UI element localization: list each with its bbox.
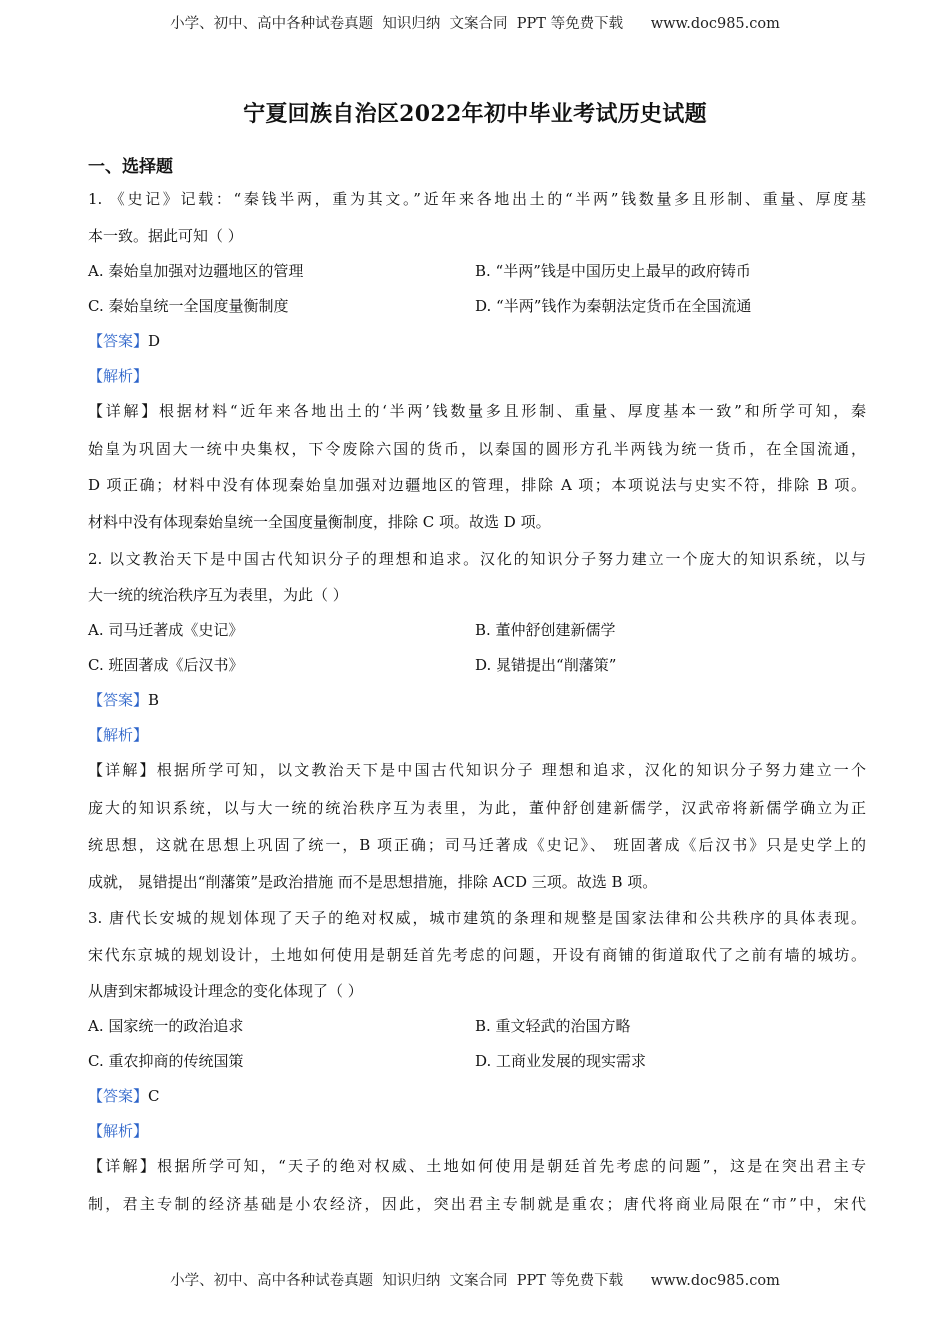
q3-stem-line-3: 从唐到宋都城设计理念的变化体现了（ ） — [88, 982, 363, 1000]
q2-option-a: A. 司马迁著成《史记》 — [88, 621, 244, 639]
q1-option-a: A. 秦始皇加强对边疆地区的管理 — [88, 262, 304, 280]
detail-tag: 【详解】 — [88, 1157, 158, 1175]
q3-option-d: D. 工商业发展的现实需求 — [475, 1052, 647, 1070]
q1-detail-line-3: D 项正确；材料中没有体现秦始皇加强对边疆地区的管理，排除 A 项；本项说法与史实不符，排除 B 项。 — [88, 476, 866, 494]
q2-detail-line-1 — [88, 760, 866, 780]
q1-detail-text-1: 根据材料“近年来各地出土的‘半两’钱数量多且形制、重量、厚度基本一致”和所学可知，秦 — [158, 402, 866, 420]
q2-detail-line-2: 庞大的知识系统，以与大一统的统治秩序互为表里，为此，董仲舒创建新儒学，汉武帝将新儒学确立为正 — [88, 799, 866, 817]
q2-detail-text-1: 根据所学可知，以文教治天下是中国古代知识分子 理想和追求，汉化的知识分子努力建立一个 — [156, 761, 866, 779]
q3-stem-line-1: 3. 唐代长安城的规划体现了天子的绝对权威，城市建筑的条理和规整是国家法律和公共秩序的具体表现。 — [88, 909, 866, 927]
q2-option-c: C. 班固著成《后汉书》 — [88, 656, 244, 674]
q1-option-d: D. “半两”钱作为秦朝法定货币在全国流通 — [475, 297, 752, 315]
q2-stem-line-1: 2. 以文教治天下是中国古代知识分子的理想和追求。汉化的知识分子努力建立一个庞大的知识系统，以与 — [88, 550, 866, 568]
q1-detail-line-4: 材料中没有体现秦始皇统一全国度量衡制度，排除 C 项。故选 D 项。 — [88, 513, 551, 531]
q1-option-b: B. “半两”钱是中国历史上最早的政府铸币 — [475, 262, 751, 280]
page-header: 小学、初中、高中各种试卷真题 知识归纳 文案合同 PPT 等免费下载 www.doc985.com — [170, 16, 780, 32]
section-heading: 一、选择题 — [88, 157, 173, 177]
q2-stem-line-2: 大一统的统治秩序互为表里，为此（ ） — [88, 586, 348, 604]
detail-tag: 【详解】 — [88, 761, 157, 779]
q3-answer-value: C — [148, 1087, 160, 1105]
q1-analysis-tag: 【解析】 — [88, 367, 149, 385]
answer-tag: 【答案】 — [88, 332, 149, 350]
answer-tag: 【答案】 — [88, 1087, 149, 1105]
q1-stem-line-2: 本一致。据此可知（ ） — [88, 227, 243, 245]
answer-tag: 【答案】 — [88, 691, 149, 709]
q2-analysis-tag: 【解析】 — [88, 726, 149, 744]
q1-stem-line-1: 1. 《史记》记载：“秦钱半两，重为其文。”近年来各地出土的“半两”钱数量多且形制、重量、厚度基 — [88, 190, 866, 208]
q3-detail-text-1: 根据所学可知，“天子的绝对权威、土地如何使用是朝廷首先考虑的问题”，这是在突出君主专 — [157, 1157, 866, 1175]
q2-option-d: D. 晁错提出“削藩策” — [475, 656, 617, 674]
q1-detail-line-1 — [88, 401, 866, 421]
q3-detail-line-1 — [88, 1156, 866, 1176]
q2-detail-line-4: 成就， 晁错提出“削藩策”是政治措施 而不是思想措施，排除 ACD 三项。故选 B 项。 — [88, 873, 658, 891]
q3-option-c: C. 重农抑商的传统国策 — [88, 1052, 244, 1070]
q3-option-b: B. 重文轻武的治国方略 — [475, 1017, 631, 1035]
q3-stem-line-2: 宋代东京城的规划设计，土地如何使用是朝廷首先考虑的问题，开设有商铺的街道取代了之前有墙的城坊。 — [88, 946, 866, 964]
page-footer: 小学、初中、高中各种试卷真题 知识归纳 文案合同 PPT 等免费下载 www.doc985.com — [170, 1273, 780, 1289]
document-title: 宁夏回族自治区2022年初中毕业考试历史试题 — [243, 101, 707, 127]
q2-option-b: B. 董仲舒创建新儒学 — [475, 621, 616, 639]
q2-answer-value: B — [148, 691, 160, 709]
q2-answer — [88, 690, 159, 710]
q3-answer — [88, 1086, 160, 1106]
q3-analysis-tag: 【解析】 — [88, 1122, 149, 1140]
q3-option-a: A. 国家统一的政治追求 — [88, 1017, 244, 1035]
q1-answer-value: D — [148, 332, 161, 350]
q2-detail-line-3: 统思想，这就在思想上巩固了统一，B 项正确；司马迁著成《史记》、 班固著成《后汉书》只是史学上的 — [88, 836, 866, 854]
q1-answer — [88, 331, 160, 351]
detail-tag: 【详解】 — [88, 402, 159, 420]
q1-option-c: C. 秦始皇统一全国度量衡制度 — [88, 297, 289, 315]
q3-detail-line-2: 制，君主专制的经济基础是小农经济，因此，突出君主专制就是重农；唐代将商业局限在“市”中，宋代 — [88, 1195, 866, 1213]
q1-detail-line-2: 始皇为巩固大一统中央集权，下令废除六国的货币，以秦国的圆形方孔半两钱为统一货币，在全国流通， — [88, 440, 866, 458]
